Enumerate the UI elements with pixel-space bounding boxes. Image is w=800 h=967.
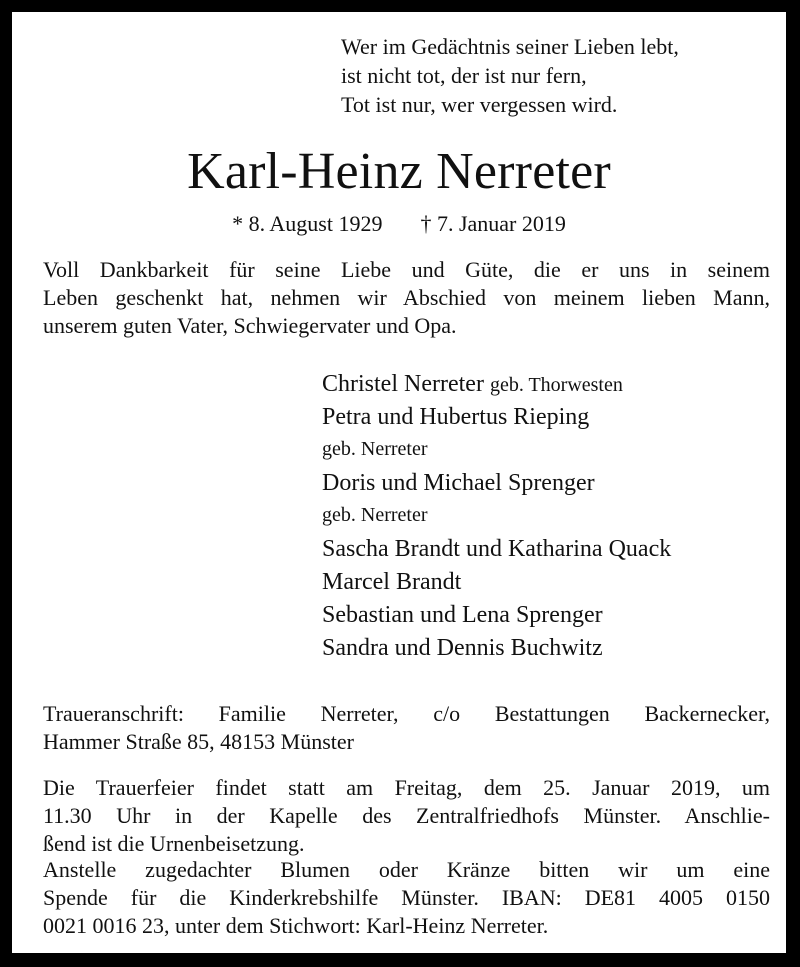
mourner-name: Sandra und Dennis Buchwitz bbox=[322, 635, 603, 661]
donation-info bbox=[43, 856, 770, 940]
mourner-entry bbox=[322, 467, 671, 500]
address-line: Traueranschrift: Familie Nerreter, c/o Bestattungen Backernecker, bbox=[43, 701, 770, 726]
ceremony-line: 11.30 Uhr in der Kapelle des Zentralfriedhofs Münster. Anschlie- bbox=[43, 803, 770, 828]
mourner-name: Doris und Michael Sprenger bbox=[322, 470, 595, 496]
mourner-entry bbox=[322, 368, 671, 401]
donation-line: 0021 0016 23, unter dem Stichwort: Karl-Heinz Nerreter. bbox=[43, 913, 549, 938]
address-line: Hammer Straße 85, 48153 Münster bbox=[43, 729, 354, 754]
mourner-name: Sebastian und Lena Sprenger bbox=[322, 602, 603, 628]
maiden-name-note: geb. Nerreter bbox=[322, 438, 428, 460]
death-date: † 7. Januar 2019 bbox=[420, 211, 566, 236]
mourner-entry bbox=[322, 599, 671, 632]
mourner-entry bbox=[322, 566, 671, 599]
mourner-name: Petra und Hubertus Rieping bbox=[322, 404, 590, 430]
mourner-entry bbox=[322, 401, 671, 434]
mourner-entry bbox=[322, 632, 671, 665]
ceremony-info bbox=[43, 774, 770, 858]
poem-line: ist nicht tot, der ist nur fern, bbox=[341, 63, 587, 88]
mourners-list bbox=[322, 368, 671, 665]
mourning-address bbox=[43, 700, 770, 756]
obituary-notice bbox=[12, 12, 786, 953]
deceased-name: Karl-Heinz Nerreter bbox=[187, 143, 611, 200]
donation-line: Anstelle zugedachter Blumen oder Kränze bitten wir um eine bbox=[43, 857, 770, 882]
intro-line: Voll Dankbarkeit für seine Liebe und Güte, die er uns in seinem bbox=[43, 257, 770, 282]
mourner-entry bbox=[322, 533, 671, 566]
mourner-name: Sascha Brandt und Katharina Quack bbox=[322, 536, 672, 562]
life-dates bbox=[12, 210, 786, 238]
intro-line: unserem guten Vater, Schwiegervater und Opa. bbox=[43, 313, 457, 338]
mourner-name: Christel Nerreter bbox=[322, 371, 484, 397]
maiden-name-note: geb. Nerreter bbox=[322, 504, 428, 526]
ceremony-line: ßend ist die Urnenbeisetzung. bbox=[43, 831, 305, 856]
maiden-name-note: geb. Thorwesten bbox=[489, 374, 623, 396]
birth-date: * 8. August 1929 bbox=[232, 211, 383, 236]
poem-line: Wer im Gedächtnis seiner Lieben lebt, bbox=[341, 34, 679, 59]
mourner-name: Marcel Brandt bbox=[322, 569, 462, 595]
ceremony-line: Die Trauerfeier findet statt am Freitag, dem 25. Januar 2019, um bbox=[43, 775, 770, 800]
intro-text bbox=[43, 256, 770, 340]
poem-line: Tot ist nur, wer vergessen wird. bbox=[341, 92, 618, 117]
donation-line: Spende für die Kinderkrebshilfe Münster. IBAN: DE81 4005 0150 bbox=[43, 885, 770, 910]
intro-line: Leben geschenkt hat, nehmen wir Abschied von meinem lieben Mann, bbox=[43, 285, 770, 310]
memorial-poem bbox=[341, 32, 679, 119]
